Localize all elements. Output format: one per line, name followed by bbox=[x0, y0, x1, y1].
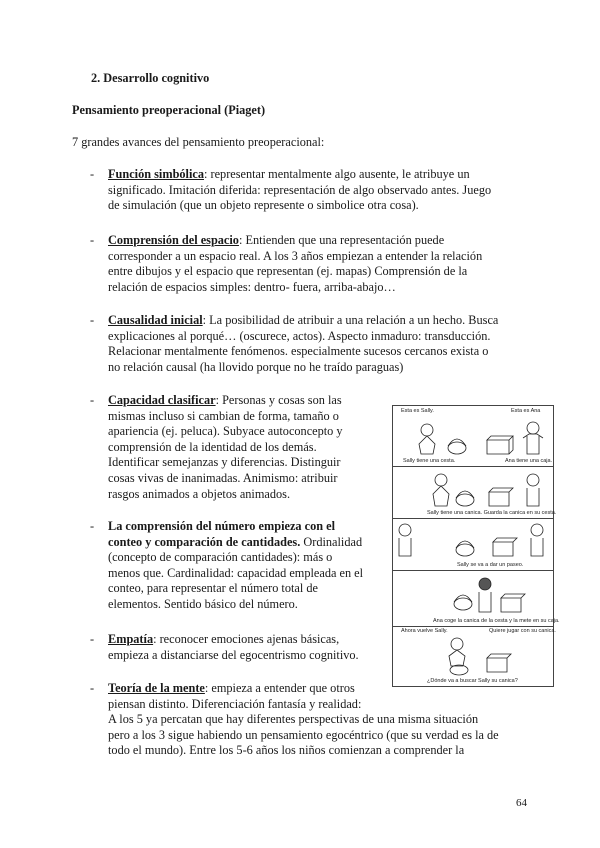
teoria-mente-continuation bbox=[108, 712, 499, 759]
list-item-clasificar bbox=[108, 393, 343, 502]
item-text: mismas incluso si cambian de forma, tamaño o bbox=[108, 408, 339, 423]
bullet-dash: - bbox=[90, 167, 95, 181]
item-label: Teoría de la mente bbox=[108, 681, 205, 695]
item-label: Capacidad clasificar bbox=[108, 393, 216, 407]
item-text: corresponder a un espacio real. A los 3 años empiezan a entender la relación bbox=[108, 248, 483, 263]
list-item-empatia bbox=[108, 632, 359, 663]
item-text: no relación causal (ha llovido porque no he traído paraguas) bbox=[108, 359, 404, 374]
item-label: Función simbólica bbox=[108, 167, 204, 181]
item-label: Empatía bbox=[108, 632, 154, 646]
bullet-dash: - bbox=[90, 632, 95, 646]
item-text: apariencia (ej. peluca). Subyace autoconcepto y bbox=[108, 424, 343, 439]
caption-sally: Esta es Sally. bbox=[401, 408, 434, 414]
caption-panel-4: Ana coge la canica de la cesta y la mete en su caja. bbox=[433, 618, 560, 624]
item-text: : empieza a entender que otros bbox=[204, 681, 355, 695]
item-text: Ordinalidad bbox=[300, 534, 363, 549]
list-item-funcion-simbolica bbox=[108, 167, 491, 214]
item-label: conteo y comparación de cantidades. bbox=[108, 534, 301, 549]
bullet-dash: - bbox=[90, 681, 95, 695]
page-number: 64 bbox=[516, 797, 527, 809]
item-text: todo el mundo). Entre los 5-6 años los niños comienzan a comprender la bbox=[108, 743, 465, 758]
item-text: relación de espacios simples: dentro- fuera, arriba-abajo… bbox=[108, 279, 396, 294]
item-text: A los 5 ya percatan que hay diferentes perspectivas de una misma situación bbox=[108, 712, 479, 726]
subheading: Pensamiento preoperacional (Piaget) bbox=[72, 103, 266, 117]
figure-panel-3 bbox=[393, 518, 553, 571]
item-label: Causalidad inicial bbox=[108, 313, 203, 327]
bullet-dash: - bbox=[90, 313, 95, 327]
figure-panel-1 bbox=[393, 414, 553, 467]
caption-panel-6: ¿Dónde va a buscar Sally su canica? bbox=[427, 678, 518, 684]
item-text: comprensión de la identidad de los demás. bbox=[108, 439, 317, 454]
item-text: de simulación (que un objeto represente o simbolice otra cosa). bbox=[108, 198, 419, 213]
list-item-causalidad bbox=[108, 313, 498, 375]
panel-5-drawing bbox=[393, 626, 553, 686]
figure-panel-5 bbox=[393, 626, 556, 686]
item-text: : reconocer emociones ajenas básicas, bbox=[153, 632, 340, 646]
item-text: elementos. Sentido básico del número. bbox=[108, 596, 298, 611]
item-text: explicaciones al porqué… (oscurece, actos). Aspecto inmaduro: transducción. bbox=[108, 328, 491, 343]
caption-panel-1-right: Ana tiene una caja. bbox=[505, 458, 553, 464]
figure-panel-2 bbox=[393, 466, 557, 519]
item-text: : Personas y cosas son las bbox=[215, 393, 342, 407]
bullet-dash: - bbox=[90, 519, 95, 533]
item-text: significado. Imitación diferida: representación de algo observado antes. Juego bbox=[108, 182, 492, 197]
item-text: rasgos animados a objetos animados. bbox=[108, 486, 291, 501]
item-label: Comprensión del espacio bbox=[108, 233, 239, 247]
caption-panel-3: Sally se va a dar un paseo. bbox=[457, 562, 524, 568]
item-text: pero a los 3 sigue habiendo un pensamiento egocéntrico (que su verdad es la de bbox=[108, 727, 499, 742]
item-text: Relacionar mentalmente fenómenos. especialmente sucesos cercanos exista o bbox=[108, 344, 489, 359]
caption-panel-2: Sally tiene una canica. Guarda la canica en su cesta. bbox=[427, 510, 557, 516]
caption-panel-5-right: Quiere jugar con su canica. bbox=[489, 628, 556, 634]
item-text: piensan distinto. Diferenciación fantasía y realidad: bbox=[108, 696, 362, 711]
item-label: La comprensión del número empieza con el bbox=[108, 519, 336, 533]
figure-panel-4 bbox=[393, 570, 560, 627]
list-item-comprension-espacio bbox=[108, 233, 482, 295]
item-text: menos que. Cardinalidad: capacidad empleada en el bbox=[108, 565, 364, 580]
caption-panel-5-left: Ahora vuelve Sally. bbox=[401, 628, 448, 634]
item-text: : Entienden que una representación puede bbox=[238, 233, 445, 247]
bullet-dash: - bbox=[90, 393, 95, 407]
item-text: : La posibilidad de atribuir a una relación a un hecho. Busca bbox=[202, 313, 499, 327]
caption-panel-1-left: Sally tiene una cesta. bbox=[403, 458, 456, 464]
item-text: (concepto de comparación cantidades): más o bbox=[108, 550, 333, 565]
sally-anne-illustration bbox=[392, 405, 560, 687]
item-text: conteo, para representar el número total de bbox=[108, 581, 318, 596]
section-heading: 2. Desarrollo cognitivo bbox=[91, 71, 210, 85]
item-text: Identificar semejanzas y diferencias. Distinguir bbox=[108, 455, 341, 470]
item-text: : representar mentalmente algo ausente, le atribuye un bbox=[204, 167, 470, 181]
list-item-teoria-mente bbox=[108, 681, 361, 712]
caption-ana: Esta es Ana bbox=[511, 408, 541, 414]
item-text: cosas vivas de inanimadas. Animismo: atribuir bbox=[108, 470, 338, 485]
bullet-dash: - bbox=[90, 233, 95, 247]
list-item-numero bbox=[108, 519, 363, 613]
intro-text: 7 grandes avances del pensamiento preoperacional: bbox=[72, 135, 325, 149]
item-text: entre dibujos y el espacio que representan (ej. mapas) Comprensión de la bbox=[108, 264, 468, 279]
item-text: empieza a distanciarse del egocentrismo cognitivo. bbox=[108, 647, 359, 662]
